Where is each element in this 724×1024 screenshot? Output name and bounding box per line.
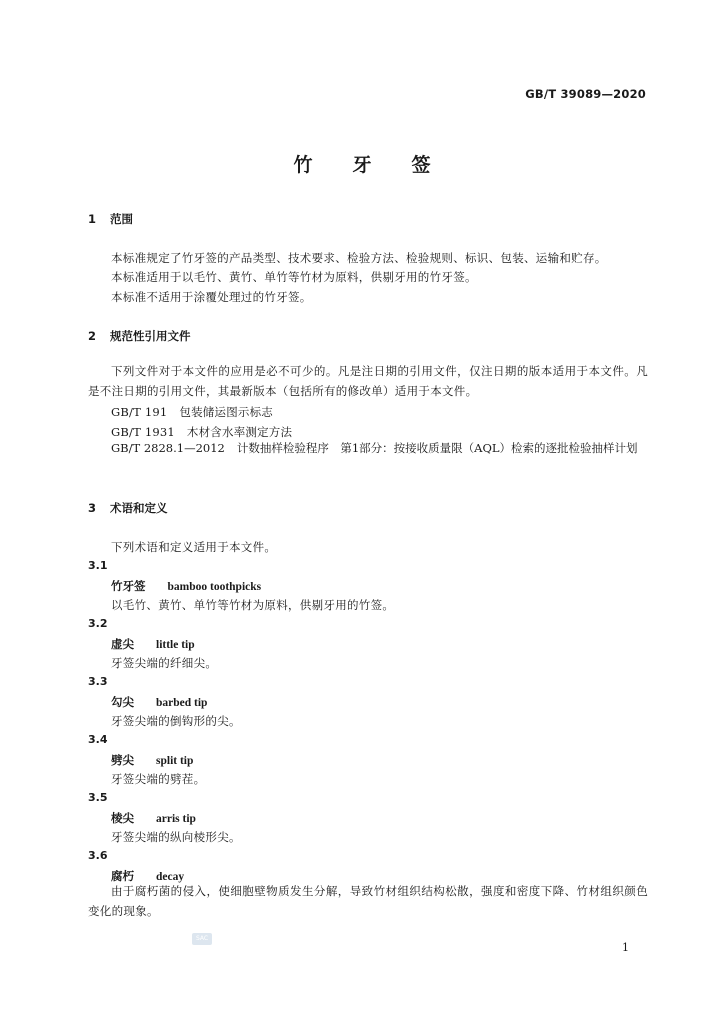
- term-definition: 牙签尖端的纵向棱形尖。: [111, 830, 241, 844]
- term-name-en: barbed tip: [156, 697, 208, 709]
- reference-code: GB/T 191: [111, 405, 168, 419]
- term-name: [111, 810, 196, 826]
- term-name-zh: 虚尖: [111, 637, 134, 651]
- scope-paragraph: 本标准不适用于涂覆处理过的竹牙签。: [111, 290, 312, 304]
- term-number: 3.2: [88, 617, 108, 630]
- page-number: 1: [622, 941, 629, 954]
- term-definition: 以毛竹、黄竹、单竹等竹材为原料，供剔牙用的竹签。: [111, 598, 395, 612]
- term-name-zh: 棱尖: [111, 811, 134, 825]
- section-title: 规范性引用文件: [110, 329, 191, 343]
- reference-code: GB/T 1931: [111, 425, 175, 439]
- term-number: 3.4: [88, 733, 108, 746]
- section-number: 2: [88, 329, 97, 343]
- term-name-zh: 竹牙签: [111, 579, 146, 593]
- term-definition: 牙签尖端的劈茬。: [111, 772, 206, 786]
- references-intro: 下列文件对于本文件的应用是必不可少的。凡是注日期的引用文件，仅注日期的版本适用于本文件。凡是不注日期的引用文件，其最新版本（包括所有的修改单）适用于本文件。: [88, 364, 648, 398]
- reference-title: 包装储运图示标志: [179, 405, 273, 419]
- term-definition: 由于腐朽菌的侵入，使细胞壁物质发生分解，导致竹材组织结构松散，强度和密度下降、竹材组织颜色变化的现象。: [88, 884, 648, 918]
- term-name-zh: 腐朽: [111, 869, 134, 883]
- section-number: 3: [88, 501, 97, 515]
- reference-title: 计数抽样检验程序 第1部分：按接收质量限（AQL）检索的逐批检验抽样计划: [236, 441, 638, 455]
- terms-intro: 下列术语和定义适用于本文件。: [111, 540, 277, 554]
- term-name-zh: 勾尖: [111, 695, 134, 709]
- standard-code: GB/T 39089—2020: [525, 87, 646, 101]
- term-name-en: split tip: [156, 755, 194, 767]
- term-name: [111, 636, 195, 652]
- reference-item: [111, 424, 292, 440]
- term-name: [111, 752, 193, 768]
- scope-paragraph: 本标准规定了竹牙签的产品类型、技术要求、检验方法、检验规则、标识、包装、运输和贮存。: [111, 251, 607, 265]
- scope-paragraph: 本标准适用于以毛竹、黄竹、单竹等竹材为原料，供剔牙用的竹牙签。: [111, 270, 477, 284]
- reference-item: [88, 439, 648, 459]
- term-number: 3.6: [88, 849, 108, 862]
- term-name-en: arris tip: [156, 813, 196, 825]
- term-number: 3.3: [88, 675, 108, 688]
- term-number: 3.5: [88, 791, 108, 804]
- term-name-zh: 劈尖: [111, 753, 134, 767]
- section-heading-3: [88, 500, 168, 516]
- term-name-en: decay: [156, 871, 185, 883]
- term-definition: 牙签尖端的倒钩形的尖。: [111, 714, 241, 728]
- section-heading-2: [88, 328, 191, 344]
- document-title: 竹牙签: [293, 154, 471, 176]
- section-heading-1: [88, 211, 133, 227]
- section-number: 1: [88, 212, 97, 226]
- reference-item: [111, 404, 273, 420]
- publisher-logo-watermark: SAC: [192, 933, 212, 945]
- term-name-en: little tip: [156, 639, 195, 651]
- term-name-en: bamboo toothpicks: [167, 581, 262, 593]
- term-name: [111, 578, 261, 594]
- reference-code: GB/T 2828.1—2012: [111, 441, 225, 455]
- section-title: 术语和定义: [110, 501, 168, 515]
- section-title: 范围: [110, 212, 134, 226]
- term-name: [111, 694, 207, 710]
- reference-title: 木材含水率测定方法: [186, 425, 293, 439]
- term-definition: 牙签尖端的纤细尖。: [111, 656, 218, 670]
- term-number: 3.1: [88, 559, 108, 572]
